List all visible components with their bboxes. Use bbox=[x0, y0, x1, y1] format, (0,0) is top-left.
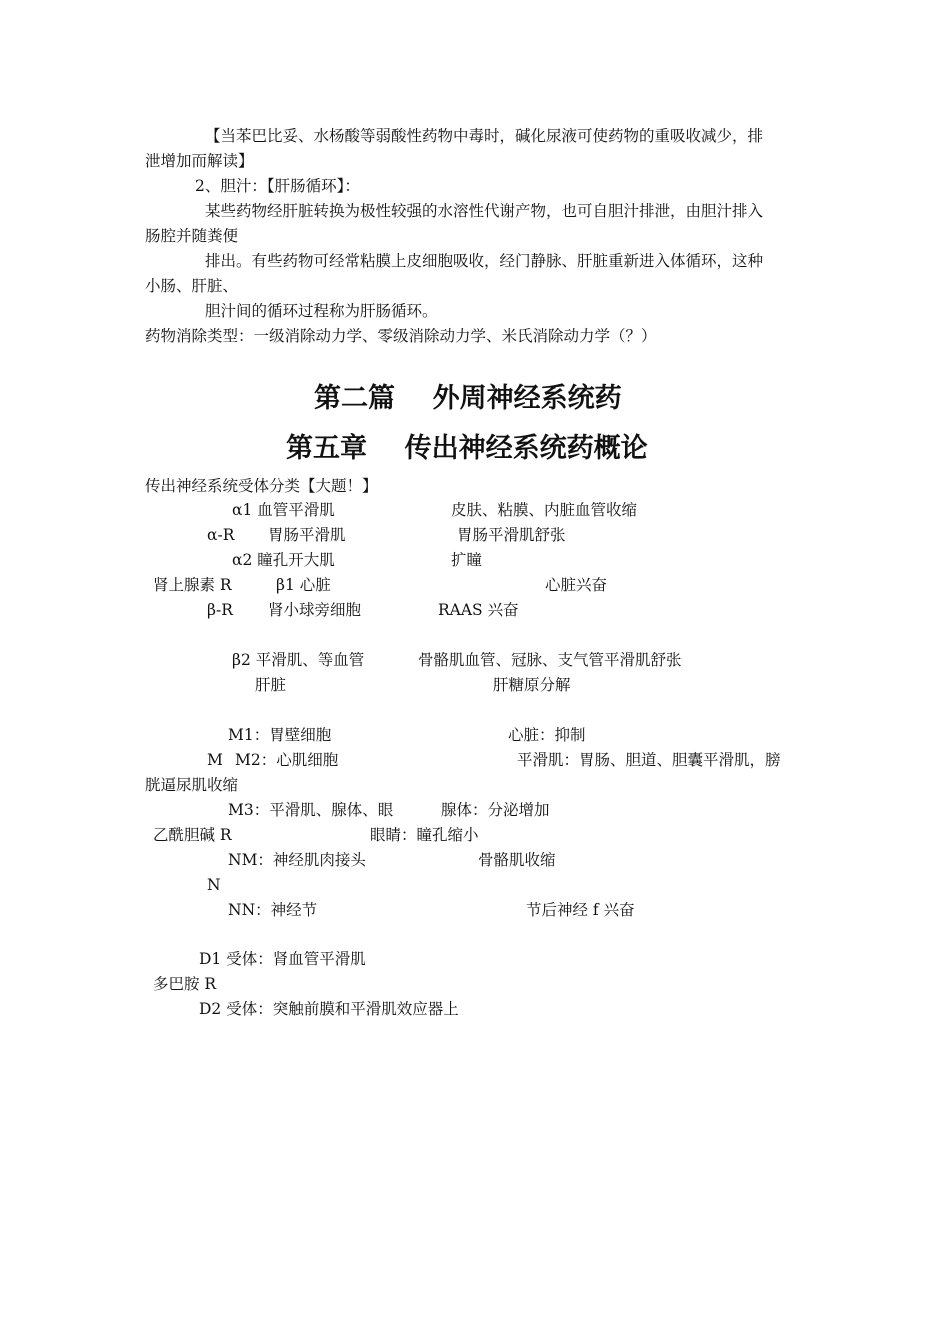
intro-line-5: 肠腔并随粪便 bbox=[145, 227, 239, 245]
chapter-heading: 第五章 传出神经系统药概论 bbox=[286, 433, 648, 464]
ach-receptor-label: 乙酰胆碱 R bbox=[153, 826, 232, 844]
m3-receptor: M3：平滑肌、腺体、眼 bbox=[228, 801, 394, 819]
beta-r-label: β-R bbox=[207, 601, 233, 619]
eye-effect: 眼睛：瞳孔缩小 bbox=[370, 826, 479, 844]
nn-receptor: NN：神经节 bbox=[228, 901, 318, 919]
beta2-receptor: β2 平滑肌、等血管 bbox=[232, 651, 365, 669]
adrenaline-receptor-label: 肾上腺素 R bbox=[153, 576, 232, 594]
n-receptor-label: N bbox=[207, 876, 221, 894]
m2-effect-cont: 胱逼尿肌收缩 bbox=[145, 776, 239, 794]
intro-line-1: 【当苯巴比妥、水杨酸等弱酸性药物中毒时，碱化尿液可使药物的重吸收减少，排 bbox=[205, 127, 764, 145]
nn-effect: 节后神经 f 兴奋 bbox=[526, 901, 635, 919]
elimination-types: 药物消除类型：一级消除动力学、零级消除动力学、米氏消除动力学（？） bbox=[145, 327, 657, 345]
alpha-r-effect: 胃肠平滑肌舒张 bbox=[457, 526, 566, 544]
dopamine-receptor-label: 多巴胺 R bbox=[153, 975, 217, 993]
alpha1-effect: 皮肤、粘膜、内脏血管收缩 bbox=[451, 501, 638, 519]
m1-effect: 心脏：抑制 bbox=[508, 726, 586, 744]
intro-line-4: 某些药物经肝脏转换为极性较强的水溶性代谢产物，也可自胆汁排泄，由胆汁排入 bbox=[205, 202, 764, 220]
intro-line-7: 小肠、肝脏、 bbox=[145, 277, 239, 295]
alpha-r-label: α-R bbox=[207, 526, 235, 544]
beta1-receptor: β1 心脏 bbox=[276, 576, 331, 594]
m2-receptor: M2：心肌细胞 bbox=[235, 751, 339, 769]
nm-receptor: NM：神经肌肉接头 bbox=[228, 851, 366, 869]
beta2-effect: 骨骼肌血管、冠脉、支气管平滑肌舒张 bbox=[418, 651, 682, 669]
liver-effect: 肝糖原分解 bbox=[493, 676, 571, 694]
receptor-section-title: 传出神经系统受体分类【大题！】 bbox=[145, 477, 378, 495]
m2-effect: 平滑肌：胃肠、胆道、胆囊平滑肌，膀 bbox=[517, 751, 781, 769]
bile-heading: 2、胆汁：【肝肠循环】： bbox=[195, 177, 360, 195]
alpha2-receptor: α2 瞳孔开大肌 bbox=[232, 551, 335, 569]
intro-line-2: 泄增加而解读】 bbox=[145, 152, 254, 170]
alpha-r-tissue: 胃肠平滑肌 bbox=[268, 526, 346, 544]
alpha2-effect: 扩瞳 bbox=[451, 551, 483, 569]
nm-effect: 骨骼肌收缩 bbox=[478, 851, 556, 869]
d1-receptor: D1 受体：肾血管平滑肌 bbox=[199, 950, 366, 968]
part-heading: 第二篇 外周神经系统药 bbox=[314, 383, 622, 414]
m3-effect: 腺体：分泌增加 bbox=[441, 801, 550, 819]
alpha1-receptor: α1 血管平滑肌 bbox=[232, 501, 335, 519]
d2-receptor: D2 受体：突触前膜和平滑肌效应器上 bbox=[199, 1000, 459, 1018]
beta1-effect: 心脏兴奋 bbox=[545, 576, 608, 594]
intro-line-8: 胆汁间的循环过程称为肝肠循环。 bbox=[205, 302, 438, 320]
beta-r-effect: RAAS 兴奋 bbox=[438, 601, 519, 619]
beta-r-tissue: 肾小球旁细胞 bbox=[268, 601, 362, 619]
liver-tissue: 肝脏 bbox=[255, 676, 287, 694]
intro-line-6: 排出。有些药物可经常粘膜上皮细胞吸收，经门静脉、肝脏重新进入体循环，这种 bbox=[205, 252, 764, 270]
m1-receptor: M1：胃壁细胞 bbox=[228, 726, 332, 744]
m-receptor-label: M bbox=[207, 751, 223, 769]
